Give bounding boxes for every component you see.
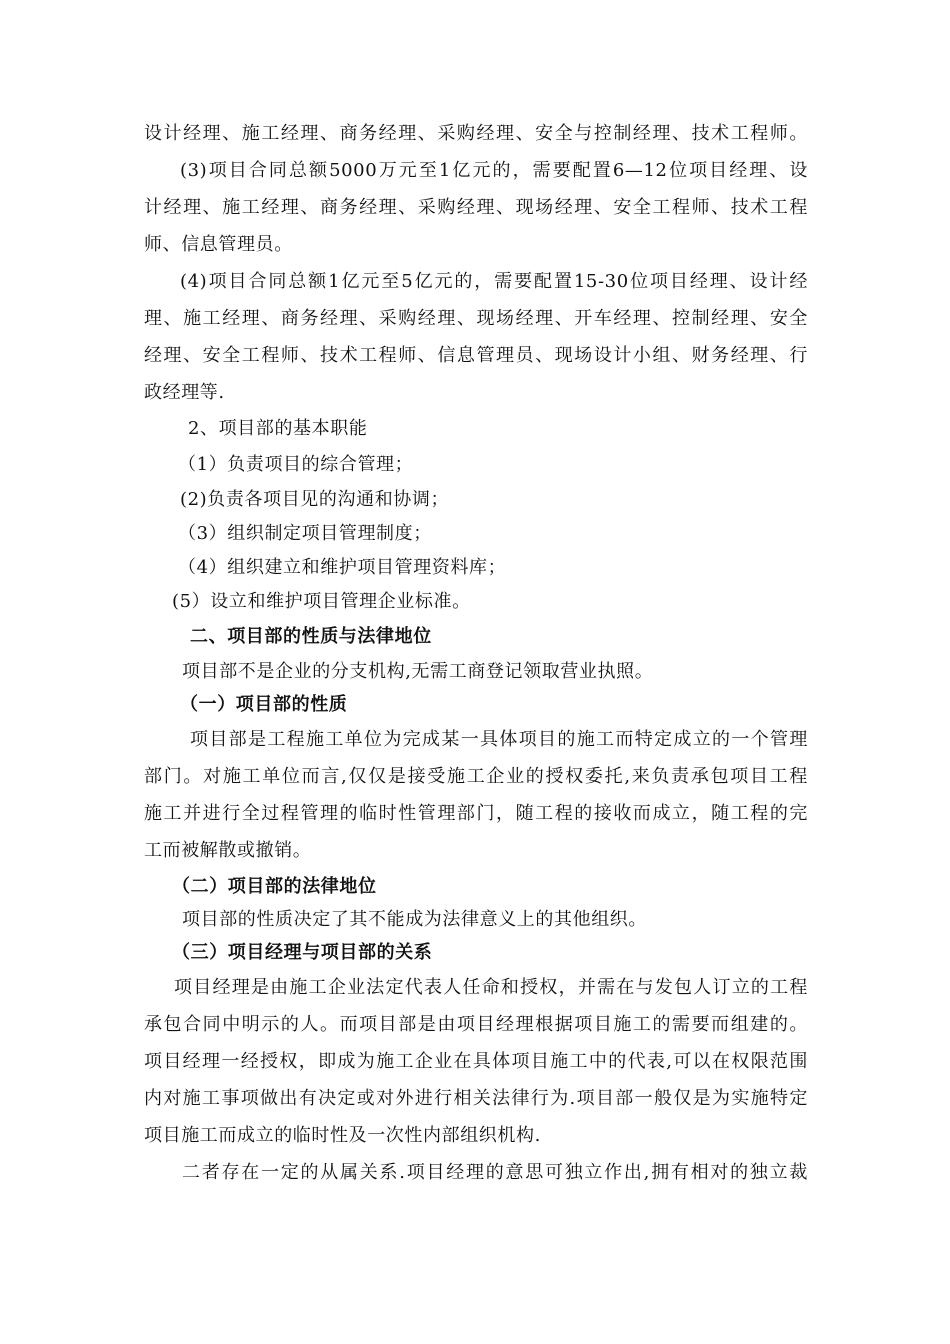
- paragraph-line: 项目经理是由施工企业法定代表人任命和授权，并需在与发包人订立的工程: [174, 977, 808, 998]
- paragraph-line: 工而被解散或撤销。: [144, 840, 312, 861]
- list-item: （1）负责项目的综合管理；: [178, 454, 414, 475]
- paragraph-line: (4)项目合同总额1亿元至5亿元的，需要配置15-30位项目经理、设计经: [180, 271, 808, 292]
- section-heading: 二、项目部的性质与法律地位: [190, 626, 432, 647]
- subsection-heading: （三）项目经理与项目部的关系: [172, 942, 433, 963]
- list-item: (2)负责各项目见的沟通和协调；: [180, 489, 450, 510]
- paragraph-line: 理、施工经理、商务经理、采购经理、现场经理、开车经理、控制经理、安全: [144, 308, 808, 329]
- paragraph-line: 部门。对施工单位而言,仅仅是接受施工企业的授权委托,来负责承包项目工程: [144, 766, 808, 787]
- subsection-heading: （二）项目部的法律地位: [172, 876, 377, 897]
- list-item: (5）设立和维护项目管理企业标准。: [172, 591, 471, 612]
- paragraph-line: 承包合同中明示的人。而项目部是由项目经理根据项目施工的需要而组建的。: [144, 1014, 808, 1035]
- paragraph-line: 师、信息管理员。: [144, 234, 293, 255]
- paragraph-line: 二者存在一定的从属关系.项目经理的意思可独立作出,拥有相对的独立裁: [182, 1162, 808, 1183]
- paragraph-line: 项目部是工程施工单位为完成某一具体项目的施工而特定成立的一个管理: [190, 729, 808, 750]
- list-item: （3）组织制定项目管理制度；: [178, 523, 432, 544]
- section-subheading: 2、项目部的基本职能: [188, 418, 368, 439]
- paragraph-line: (3)项目合同总额5000万元至1亿元的，需要配置6—12位项目经理、设: [180, 160, 808, 181]
- paragraph-line: 施工并进行全过程管理的临时性管理部门，随工程的接收而成立，随工程的完: [144, 803, 808, 824]
- paragraph-line: 经理、安全工程师、技术工程师、信息管理员、现场设计小组、财务经理、行: [144, 345, 808, 366]
- subsection-heading: （一）项目部的性质: [180, 694, 348, 715]
- paragraph-line: 设计经理、施工经理、商务经理、采购经理、安全与控制经理、技术工程师。: [144, 123, 808, 144]
- paragraph-line: 内对施工事项做出有决定或对外进行相关法律行为.项目部一般仅是为实施特定: [144, 1088, 808, 1109]
- paragraph-line: 计经理、施工经理、商务经理、采购经理、现场经理、安全工程师、技术工程: [144, 197, 808, 218]
- paragraph-line: 项目部不是企业的分支机构,无需工商登记领取营业执照。: [182, 661, 654, 682]
- paragraph-line: 政经理等.: [144, 382, 225, 403]
- list-item: （4）组织建立和维护项目管理资料库；: [178, 557, 507, 578]
- paragraph-line: 项目经理一经授权，即成为施工企业在具体项目施工中的代表,可以在权限范围: [144, 1051, 808, 1072]
- paragraph-line: 项目施工而成立的临时性及一次性内部组织机构.: [144, 1125, 541, 1146]
- paragraph-line: 项目部的性质决定了其不能成为法律意义上的其他组织。: [182, 909, 647, 930]
